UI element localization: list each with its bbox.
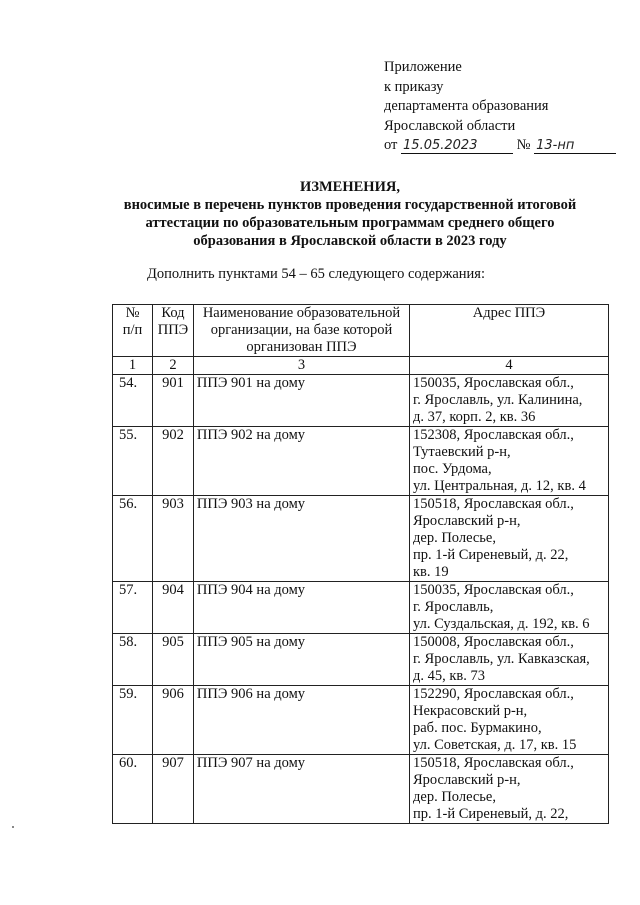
title-line: ИЗМЕНЕНИЯ, bbox=[300, 179, 400, 195]
org-name-cell: ППЭ 903 на дому bbox=[193, 496, 409, 582]
ppe-code-cell: 906 bbox=[153, 686, 194, 755]
column-number-cell: 4 bbox=[410, 357, 609, 375]
ppe-code-cell: 904 bbox=[153, 582, 194, 634]
org-name-cell: ППЭ 906 на дому bbox=[193, 686, 409, 755]
table-row bbox=[113, 755, 609, 824]
appendix-line: департамента образования bbox=[384, 98, 549, 114]
ppe-code-cell: 903 bbox=[153, 496, 194, 582]
cell-line: пр. 1-й Сиреневый, д. 22, bbox=[413, 547, 569, 563]
table-row bbox=[113, 496, 609, 582]
address-cell bbox=[410, 634, 609, 686]
header-cell-code bbox=[153, 305, 194, 357]
cell-line: Тутаевский р-н, bbox=[413, 444, 511, 460]
document-title bbox=[60, 178, 640, 250]
address-cell bbox=[410, 375, 609, 427]
ppe-code-cell: 907 bbox=[153, 755, 194, 824]
column-number-row bbox=[113, 357, 609, 375]
cell-line: Адрес ППЭ bbox=[472, 305, 546, 321]
address-cell bbox=[410, 496, 609, 582]
cell-line: ул. Центральная, д. 12, кв. 4 bbox=[413, 478, 586, 494]
table-row bbox=[113, 582, 609, 634]
ppe-code-cell: 902 bbox=[153, 427, 194, 496]
appendix-line: Приложение bbox=[384, 59, 462, 75]
cell-line: № bbox=[125, 305, 140, 321]
order-number-field bbox=[534, 138, 616, 154]
appendix-line: к приказу bbox=[384, 78, 444, 95]
order-date: 15.05.2023 bbox=[403, 138, 478, 153]
org-name-cell: ППЭ 901 на дому bbox=[193, 375, 409, 427]
cell-line: организован ППЭ bbox=[246, 339, 357, 355]
cell-line: пр. 1-й Сиреневый, д. 22, bbox=[413, 806, 569, 822]
cell-line: ул. Советская, д. 17, кв. 15 bbox=[413, 737, 577, 753]
intro-text: Дополнить пунктами 54 – 65 следующего содержания: bbox=[147, 266, 485, 282]
cell-line: 152290, Ярославская обл., bbox=[413, 686, 574, 702]
scan-speck bbox=[12, 826, 14, 828]
cell-line: 150518, Ярославская обл., bbox=[413, 755, 574, 771]
number-label: № bbox=[516, 137, 531, 153]
cell-line: пос. Урдома, bbox=[413, 461, 492, 477]
org-name-cell: ППЭ 904 на дому bbox=[193, 582, 409, 634]
title-line: вносимые в перечень пунктов проведения государственной итоговой bbox=[123, 197, 577, 213]
appendix-block bbox=[384, 58, 616, 156]
row-number-cell: 58. bbox=[113, 634, 153, 686]
ppe-table bbox=[112, 304, 609, 824]
cell-line: 150035, Ярославская обл., bbox=[413, 375, 574, 391]
cell-line: дер. Полесье, bbox=[413, 530, 496, 546]
cell-line: Некрасовский р-н, bbox=[413, 703, 528, 719]
cell-line: г. Ярославль, ул. Калинина, bbox=[413, 392, 583, 408]
row-number-cell: 60. bbox=[113, 755, 153, 824]
ppe-code-cell: 901 bbox=[153, 375, 194, 427]
address-cell bbox=[410, 686, 609, 755]
cell-line: кв. 19 bbox=[413, 564, 449, 580]
row-number-cell: 57. bbox=[113, 582, 153, 634]
org-name-cell: ППЭ 907 на дому bbox=[193, 755, 409, 824]
row-number-cell: 55. bbox=[113, 427, 153, 496]
column-number-cell: 1 bbox=[113, 357, 153, 375]
column-number-cell: 2 bbox=[153, 357, 194, 375]
table-row bbox=[113, 686, 609, 755]
cell-line: 150035, Ярославская обл., bbox=[413, 582, 574, 598]
org-name-cell: ППЭ 902 на дому bbox=[193, 427, 409, 496]
cell-line: 152308, Ярославская обл., bbox=[413, 427, 574, 443]
table-header-row bbox=[113, 305, 609, 357]
cell-line: ул. Суздальская, д. 192, кв. 6 bbox=[413, 616, 590, 632]
from-label: от bbox=[384, 137, 398, 153]
address-cell bbox=[410, 755, 609, 824]
cell-line: г. Ярославль, bbox=[413, 599, 494, 615]
cell-line: Ярославский р-н, bbox=[413, 772, 521, 788]
header-cell-address bbox=[410, 305, 609, 357]
cell-line: организации, на базе которой bbox=[210, 322, 393, 338]
cell-line: г. Ярославль, ул. Кавказская, bbox=[413, 651, 590, 667]
org-name-cell: ППЭ 905 на дому bbox=[193, 634, 409, 686]
ppe-code-cell: 905 bbox=[153, 634, 194, 686]
address-cell bbox=[410, 427, 609, 496]
appendix-line: Ярославской области bbox=[384, 117, 516, 134]
cell-line: ППЭ bbox=[157, 322, 189, 338]
row-number-cell: 54. bbox=[113, 375, 153, 427]
header-cell-name bbox=[193, 305, 409, 357]
table-row bbox=[113, 375, 609, 427]
cell-line: Ярославский р-н, bbox=[413, 513, 521, 529]
cell-line: п/п bbox=[122, 322, 143, 338]
cell-line: 150008, Ярославская обл., bbox=[413, 634, 574, 650]
cell-line: раб. пос. Бурмакино, bbox=[413, 720, 542, 736]
title-line: аттестации по образовательным программам среднего общего bbox=[145, 215, 555, 231]
title-line: образования в Ярославской области в 2023 году bbox=[193, 233, 507, 249]
order-number: 13-нп bbox=[536, 138, 575, 153]
cell-line: Код bbox=[161, 305, 185, 321]
order-date-field bbox=[401, 138, 513, 154]
column-number-cell: 3 bbox=[193, 357, 409, 375]
cell-line: 150518, Ярославская обл., bbox=[413, 496, 574, 512]
address-cell bbox=[410, 582, 609, 634]
row-number-cell: 56. bbox=[113, 496, 153, 582]
cell-line: Наименование образовательной bbox=[202, 305, 401, 321]
cell-line: д. 37, корп. 2, кв. 36 bbox=[413, 409, 536, 425]
table-row bbox=[113, 427, 609, 496]
ppe-table-body bbox=[113, 305, 609, 824]
table-row bbox=[113, 634, 609, 686]
cell-line: д. 45, кв. 73 bbox=[413, 668, 486, 684]
cell-line: дер. Полесье, bbox=[413, 789, 496, 805]
order-date-line bbox=[384, 136, 616, 156]
row-number-cell: 59. bbox=[113, 686, 153, 755]
header-cell-num bbox=[113, 305, 153, 357]
